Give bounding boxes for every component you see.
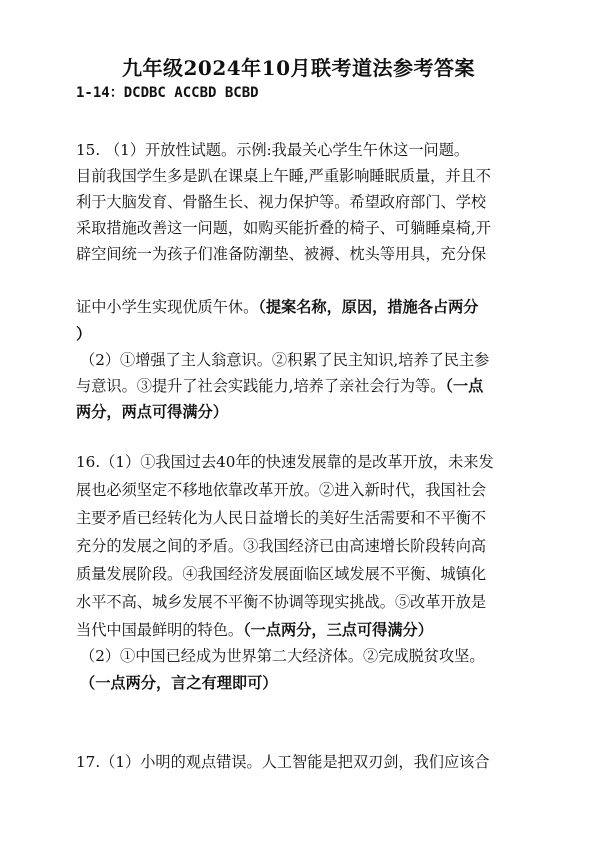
- document-title: 九年级2024年10月联考道法参考答案: [122, 56, 475, 80]
- q15-line-6: [76, 297, 536, 317]
- q15-line-2: 目前我国学生多是趴在课桌上午睡,严重影响睡眠质量，并且不: [76, 167, 491, 185]
- q15-line-3: 利于大脑发育、骨骼生长、视力保护等。希望政府部门、学校: [76, 193, 487, 211]
- q16-answer-end: 当代中国最鲜明的特色。: [76, 621, 244, 639]
- q16-scoring-note-2: （一点两分，言之有理即可）: [80, 674, 278, 692]
- q16-line-1: 16.（1）①我国过去40年的快速发展靠的是改革开放，未来发: [76, 453, 494, 471]
- q16-line-7: [76, 620, 536, 640]
- q16-line-5: 质量发展阶段。④我国经济发展面临区域发展不平衡、城镇化: [76, 565, 487, 583]
- q15-line-1: 15. （1）开放性试题。示例:我最关心学生午休这一问题。: [76, 141, 470, 159]
- q16-part2-line-1: （2）①中国已经成为世界第二大经济体。②完成脱贫攻坚。: [80, 647, 485, 665]
- q15-scoring-note-1: （提案名称，原因，措施各占两分: [258, 298, 479, 316]
- q15-part2-line-2: [76, 376, 536, 396]
- q15-scoring-note-2a: （一点: [445, 377, 484, 395]
- multiple-choice-answers: 1-14：DCDBC ACCBD BCBD: [76, 85, 259, 101]
- q15-answer-end: 证中小学生实现优质午休。: [76, 298, 259, 316]
- q16-line-2: 展也必须坚定不移地依靠改革开放。②进入新时代，我国社会: [76, 481, 487, 499]
- q15-line-5: 辟空间统一为孩子们准备防潮垫、被褥、枕头等用具，充分保: [76, 245, 487, 263]
- q15-line-4: 采取措施改善这一问题，如购买能折叠的椅子、可躺睡桌椅,开: [76, 219, 491, 237]
- q16-scoring-note-1: （一点两分，三点可得满分）: [243, 621, 433, 639]
- q15-part2-line-1: （2）①增强了主人翁意识。②积累了民主知识,培养了民主参: [80, 351, 490, 369]
- q15-part2-text: 与意识。③提升了社会实践能力,培养了亲社会行为等。: [76, 377, 446, 395]
- q16-line-4: 充分的发展之间的矛盾。③我国经济已由高速增长阶段转向高: [76, 537, 487, 555]
- q16-line-3: 主要矛盾已经转化为人民日益增长的美好生活需要和不平衡不: [76, 509, 487, 527]
- q15-scoring-note-1-end: ）: [76, 325, 92, 343]
- q15-scoring-note-2b: 两分，两点可得满分）: [76, 403, 228, 421]
- q16-line-6: 水平不高、城乡发展不平衡不协调等现实挑战。⑤改革开放是: [76, 593, 487, 611]
- q17-line-1: 17.（1）小明的观点错误。人工智能是把双刃剑，我们应该合: [76, 753, 490, 771]
